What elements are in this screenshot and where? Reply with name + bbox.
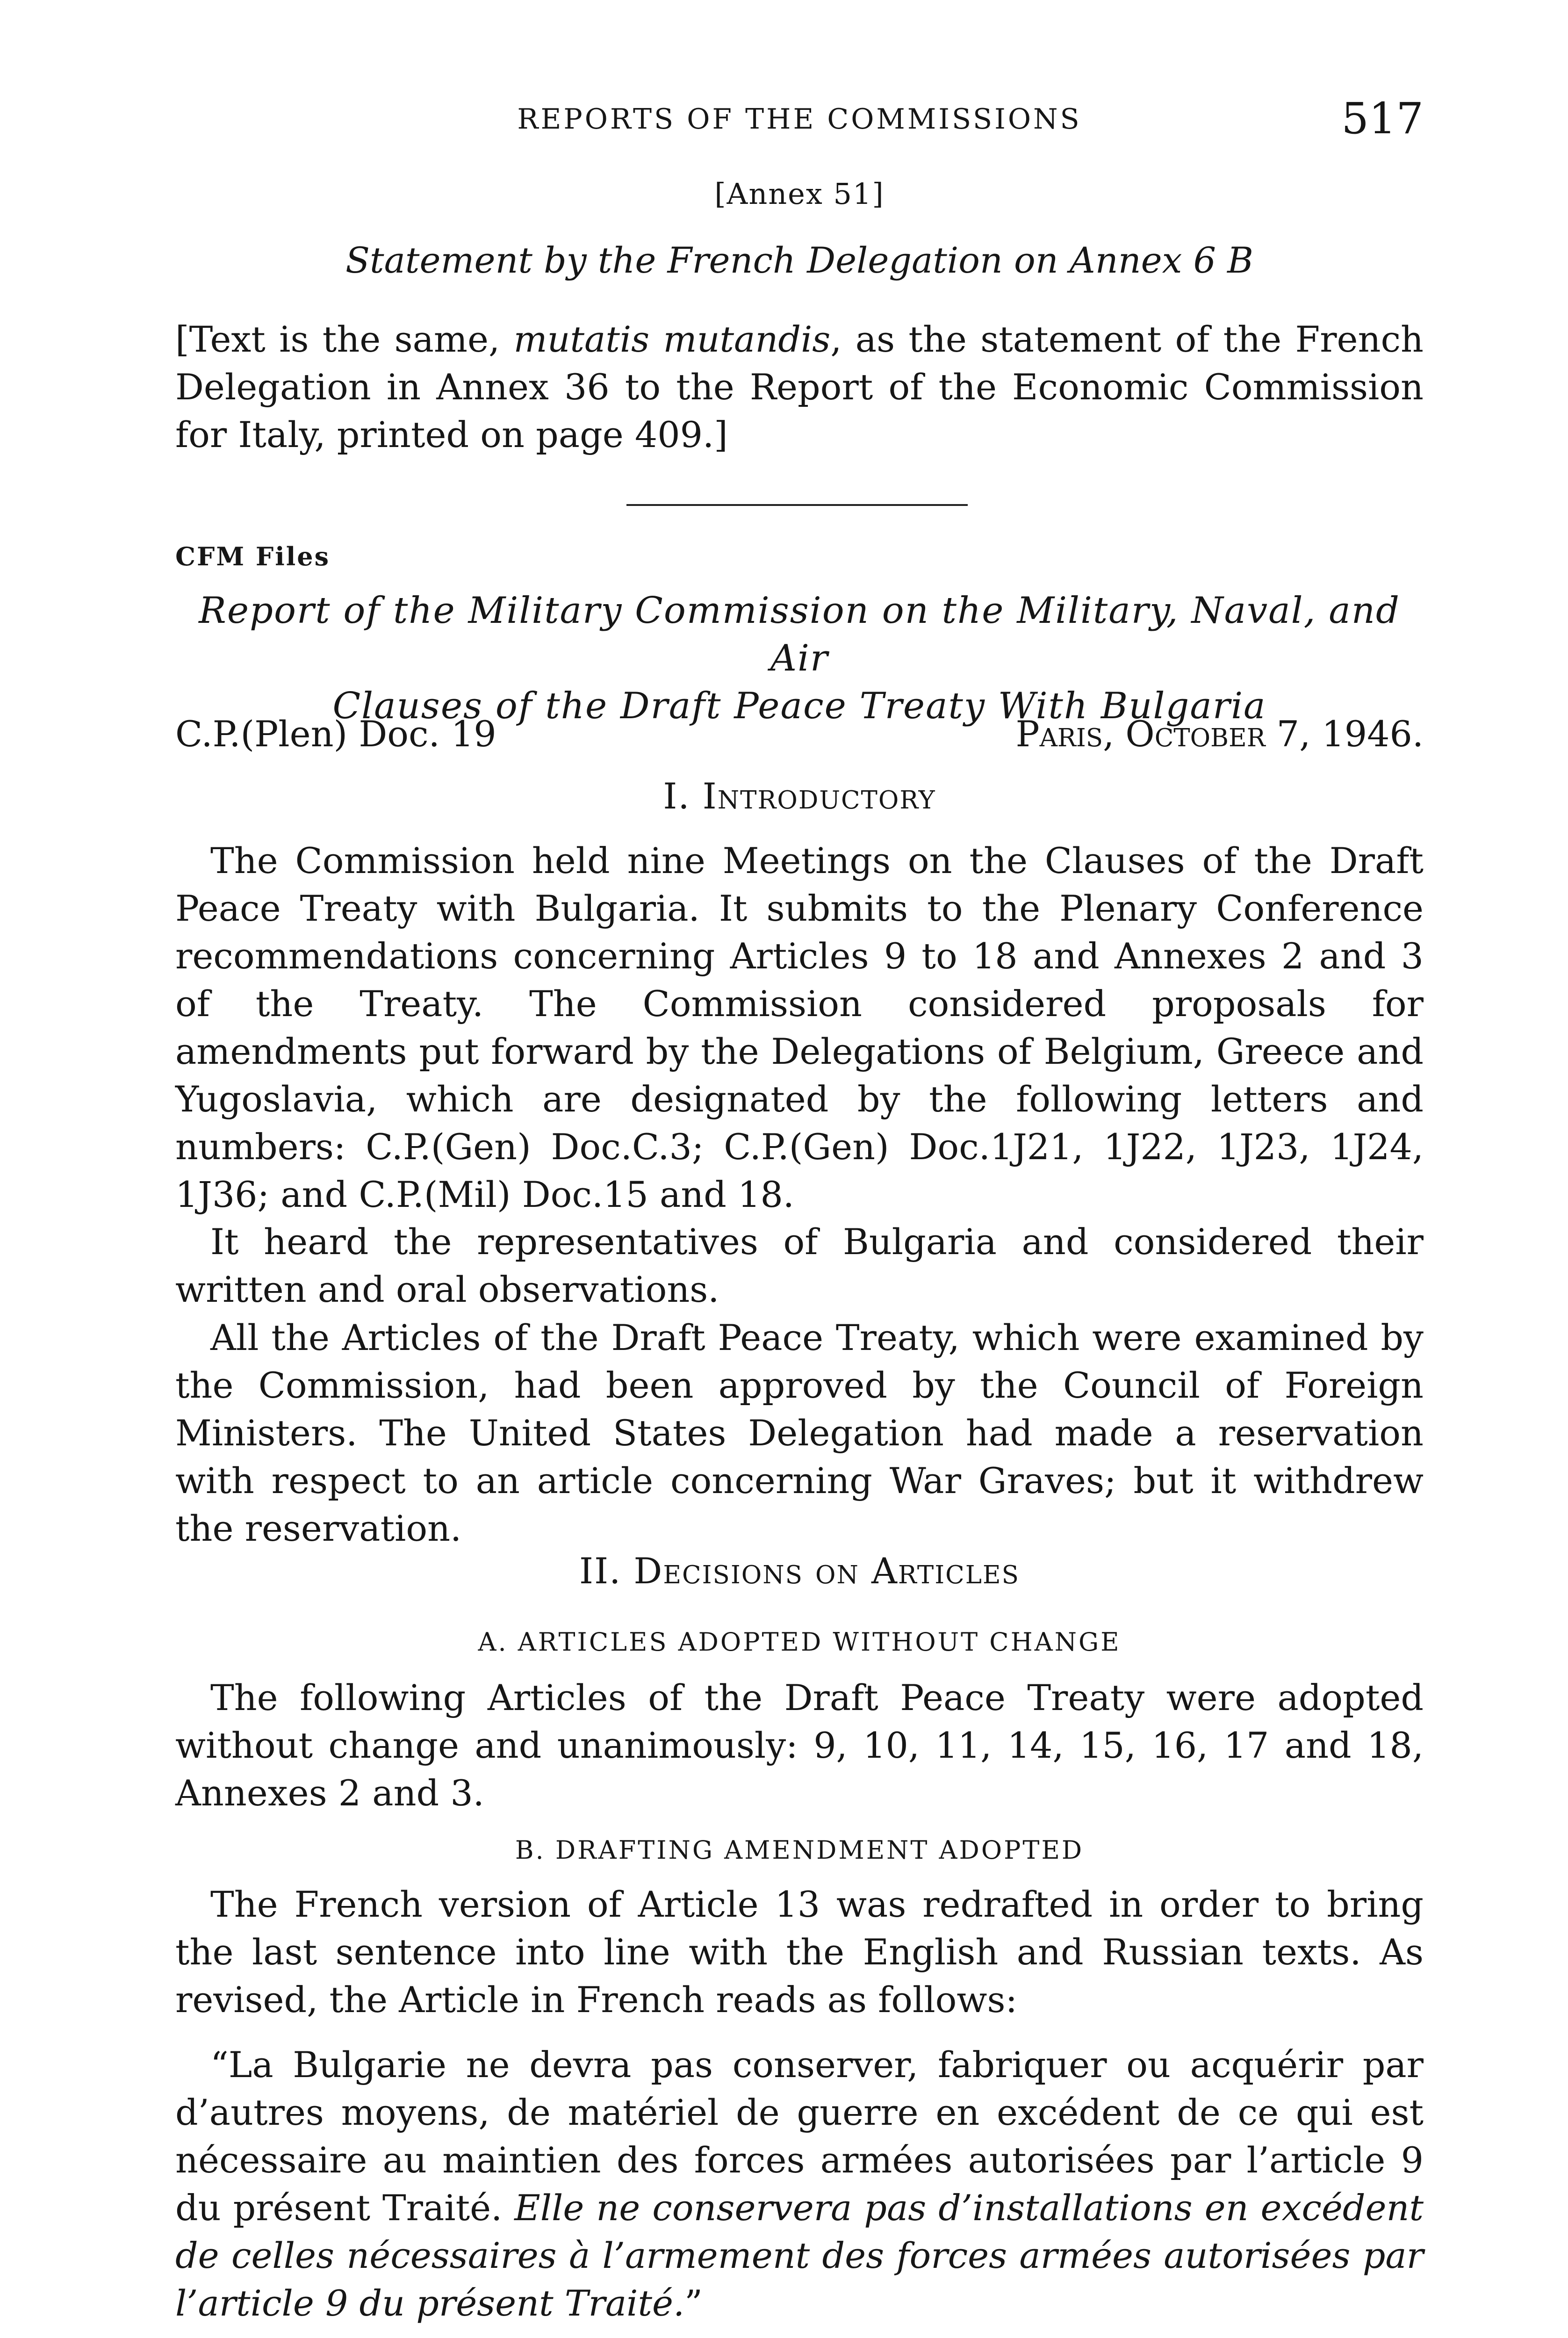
- document-reference-line: [175, 713, 1424, 760]
- section-divider: [626, 504, 968, 506]
- annex-label: [Annex 51]: [714, 177, 885, 211]
- subheading-b: B. DRAFTING AMENDMENT ADOPTED: [515, 1835, 1084, 1865]
- bracket-note-before: [Text is the same,: [175, 318, 514, 360]
- paragraph-2-text: It heard the representatives of Bulgaria and considered their written and oral observations.: [175, 1221, 1424, 1310]
- french-quotation-text: [175, 2041, 1424, 2327]
- document-reference: C.P.(Plen) Doc. 19: [175, 713, 496, 755]
- report-title-line2: Clauses of the Draft Peace Treaty With Bulgaria: [332, 685, 1266, 727]
- running-header: [175, 94, 1424, 145]
- paragraph-1-text: The Commission held nine Meetings on the Clauses of the Draft Peace Treaty with Bulgaria. It submits to the Plenary Conference recommendations concerning Articles 9 to 18 and Annexes 2 and 3 of the Treaty. The Commission considered proposals for amendments put forward by the Delegations of Belgium, Greece and Yugoslavia, which are designated by the following letters and numbers: C.P.(Gen) Doc.C.3; C.P.(Gen) Doc.1J21, 1J22, 1J23, 1J24, 1J36; and C.P.(Mil) Doc.15 and 18.: [175, 840, 1424, 1215]
- paragraph-3-text: All the Articles of the Draft Peace Treaty, which were examined by the Commission, had been approved by the Council of Foreign Ministers. The United States Delegation had made a reservation with respect to an article concerning War Graves; but it withdrew the reservation.: [175, 1317, 1424, 1549]
- bracket-note-after: , as the statement of the French Delegation in Annex 36 to the Report of the Economic Commission for Italy, printed on page 409.]: [175, 318, 1424, 455]
- page-number: 517: [1341, 94, 1424, 144]
- annex-title: Statement by the French Delegation on Annex 6 B: [345, 239, 1253, 281]
- paragraph-2: [175, 1218, 1424, 1313]
- place-date: Paris, October 7, 1946.: [1015, 713, 1424, 755]
- bracket-note-text: [175, 316, 1424, 459]
- french-quotation: [175, 2041, 1424, 2327]
- report-title-line1: Report of the Military Commission on the Military, Naval, and Air: [199, 590, 1400, 679]
- cfm-files-label: CFM Files: [175, 541, 331, 571]
- report-title: [175, 587, 1424, 730]
- subheading-a: A. ARTICLES ADOPTED WITHOUT CHANGE: [478, 1627, 1121, 1657]
- paragraph-5-text: The French version of Article 13 was redrafted in order to bring the last sentence into line with the English and Russian texts. As revised, the Article in French reads as follows:: [175, 1883, 1424, 2020]
- bracket-note-italic: mutatis mutandis: [513, 318, 831, 360]
- paragraph-4-text: The following Articles of the Draft Peace Treaty were adopted without change and unanimously: 9, 10, 11, 14, 15, 16, 17 and 18, Annexes 2 and 3.: [175, 1677, 1424, 1814]
- quote-italic: Elle ne conservera pas d’installations en excédent de celles nécessaires à l’armement des forces armées autorisées par l’article 9 du présent Traité.: [175, 2187, 1424, 2324]
- running-header-title: REPORTS OF THE COMMISSIONS: [517, 103, 1082, 136]
- paragraph-4: [175, 1674, 1424, 1817]
- quote-roman: “La Bulgarie ne devra pas conserver, fabriquer ou acquérir par d’autres moyens, de matériel de guerre en excédent de ce qui est nécessaire au maintien des forces armées autorisées par l’article 9 du présent Traité.: [175, 2044, 1424, 2229]
- bracket-note: [175, 316, 1424, 459]
- section-heading-decisions: II. Decisions on Articles: [579, 1550, 1020, 1592]
- quote-close: ”: [684, 2282, 703, 2324]
- paragraph-3: [175, 1314, 1424, 1552]
- section-heading-introductory: I. Introductory: [663, 775, 936, 817]
- paragraph-1: [175, 837, 1424, 1219]
- paragraph-5: [175, 1881, 1424, 2024]
